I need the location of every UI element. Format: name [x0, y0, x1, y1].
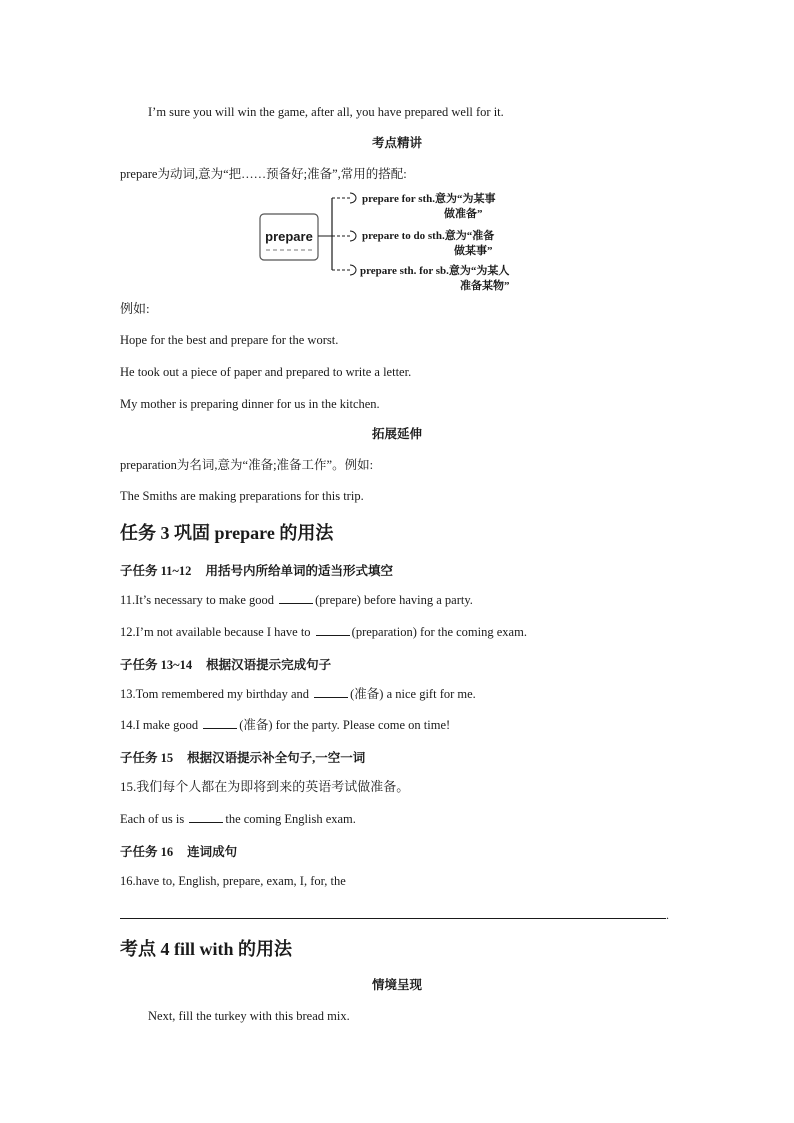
q11-text-b: (prepare) before having a party.	[315, 593, 473, 607]
subtask-number: 子任务 13~14	[120, 658, 193, 672]
diagram-branch-2: prepare to do sth.意为“准备	[362, 230, 495, 242]
heading-qingjing: 情境呈现	[371, 978, 422, 992]
question-13	[120, 686, 476, 702]
answer-line-period: .	[666, 908, 669, 922]
q11-blank[interactable]	[279, 592, 313, 604]
prepare-collocation-diagram	[258, 188, 548, 298]
heading-kaodian: 考点精讲	[371, 136, 422, 150]
example-label-1: 例如:	[120, 301, 150, 316]
q13-blank[interactable]	[314, 686, 348, 698]
diagram-branch-1-cont: 做准备”	[444, 208, 483, 220]
subtask-16-heading	[120, 842, 237, 860]
q12-text-b: (preparation) for the coming exam.	[351, 625, 527, 639]
q14-text-b: (准备) for the party. Please come on time!	[239, 718, 451, 732]
q12-blank[interactable]	[316, 624, 350, 636]
prepare-definition: prepare为动词,意为“把……预备好;准备”,常用的搭配:	[120, 167, 407, 181]
point4-sentence: Next, fill the turkey with this bread mix.	[148, 1009, 350, 1023]
question-14	[120, 717, 450, 733]
subtask-instruction: 连词成句	[187, 845, 238, 859]
subtask-instruction: 根据汉语提示补全句子,一空一词	[187, 751, 366, 765]
q12-text-a: 12.I’m not available because I have to	[120, 625, 311, 639]
sentence-intro: I’m sure you will win the game, after all, you have prepared well for it.	[148, 105, 504, 119]
diagram-branch-3: prepare sth. for sb.意为“为某人	[360, 265, 510, 277]
subtask-number: 子任务 15	[120, 751, 174, 765]
q15-text-a: Each of us is	[120, 812, 185, 826]
q14-blank[interactable]	[203, 717, 237, 729]
example-1: Hope for the best and prepare for the worst.	[120, 333, 339, 347]
subtask-instruction: 用括号内所给单词的适当形式填空	[205, 564, 393, 578]
subtask-15-heading	[120, 748, 365, 766]
subtask-number: 子任务 16	[120, 845, 174, 859]
task3-title: 任务 3 巩固 prepare 的用法	[120, 523, 334, 543]
question-16-answer-line[interactable]	[120, 918, 666, 919]
subtask-11-12-heading	[120, 561, 393, 579]
diagram-branch-1: prepare for sth.意为“为某事	[362, 193, 496, 205]
diagram-branch-2-cont: 做某事”	[454, 245, 493, 257]
subtask-instruction: 根据汉语提示完成句子	[206, 658, 332, 672]
question-15	[120, 811, 356, 827]
heading-tuozhan: 拓展延伸	[371, 427, 422, 441]
subtask-number: 子任务 11~12	[120, 564, 192, 578]
subtask-13-14-heading	[120, 655, 331, 673]
question-12	[120, 624, 527, 640]
q15-text-b: the coming English exam.	[225, 812, 356, 826]
question-15-chinese: 15.我们每个人都在为即将到来的英语考试做准备。	[120, 779, 410, 794]
example-2: He took out a piece of paper and prepared to write a letter.	[120, 365, 412, 379]
q13-text-b: (准备) a nice gift for me.	[350, 687, 476, 701]
question-11	[120, 592, 473, 608]
q14-text-a: 14.I make good	[120, 718, 199, 732]
diagram-center-label: prepare	[265, 229, 313, 244]
question-16: 16.have to, English, prepare, exam, I, for, the	[120, 874, 346, 888]
example-4: The Smiths are making preparations for this trip.	[120, 489, 364, 503]
point4-title: 考点 4 fill with 的用法	[120, 939, 293, 959]
q13-text-a: 13.Tom remembered my birthday and	[120, 687, 310, 701]
q11-text-a: 11.It’s necessary to make good	[120, 593, 275, 607]
q15-blank[interactable]	[189, 811, 223, 823]
example-3: My mother is preparing dinner for us in the kitchen.	[120, 397, 380, 411]
diagram-branch-3-cont: 准备某物”	[460, 280, 510, 292]
preparation-definition: preparation为名词,意为“准备;准备工作”。例如:	[120, 458, 374, 472]
